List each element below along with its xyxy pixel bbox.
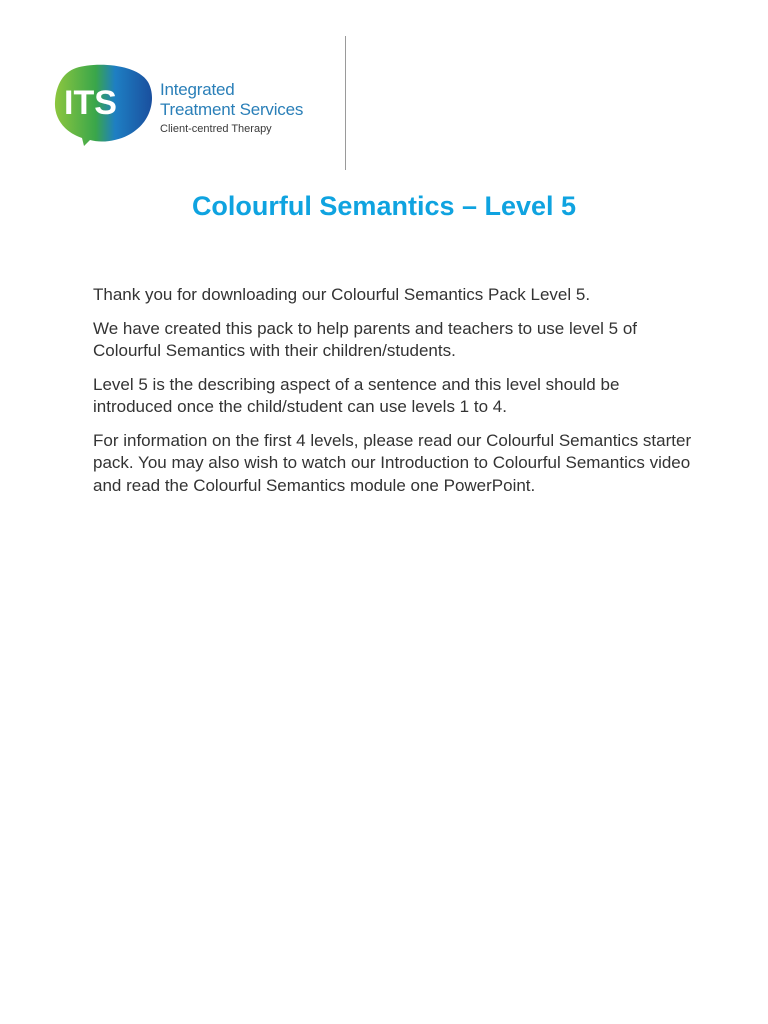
document-title: Colourful Semantics – Level 5 bbox=[191, 191, 577, 221]
brand-text bbox=[160, 80, 303, 138]
paragraph-level-description: Level 5 is the describing aspect of a sentence and this level should be introduced once the child/student can use levels 1 to 4. bbox=[93, 374, 620, 416]
brand-name-line1: Integrated bbox=[160, 80, 235, 99]
header-divider bbox=[345, 36, 346, 170]
brand-name-line2: Treatment Services bbox=[160, 100, 304, 119]
paragraph-thanks: Thank you for downloading our Colourful Semantics Pack Level 5. bbox=[93, 285, 591, 304]
brand-tagline: Client-centred Therapy bbox=[160, 123, 272, 135]
logo-mark-text: ITS bbox=[64, 84, 117, 122]
its-logo bbox=[54, 64, 324, 146]
paragraph-purpose: We have created this pack to help parents and teachers to use level 5 of Colourful Semantics with their children/students. bbox=[93, 318, 638, 360]
document-body bbox=[93, 284, 693, 508]
speech-bubble-logo-icon bbox=[54, 64, 154, 146]
paragraph-further-info: For information on the first 4 levels, please read our Colourful Semantics starter pack. You may also wish to watch our Introduction to Colourful Semantics video and read the Colourful Semantics module one PowerPoint. bbox=[93, 430, 692, 495]
document-header bbox=[0, 0, 768, 175]
